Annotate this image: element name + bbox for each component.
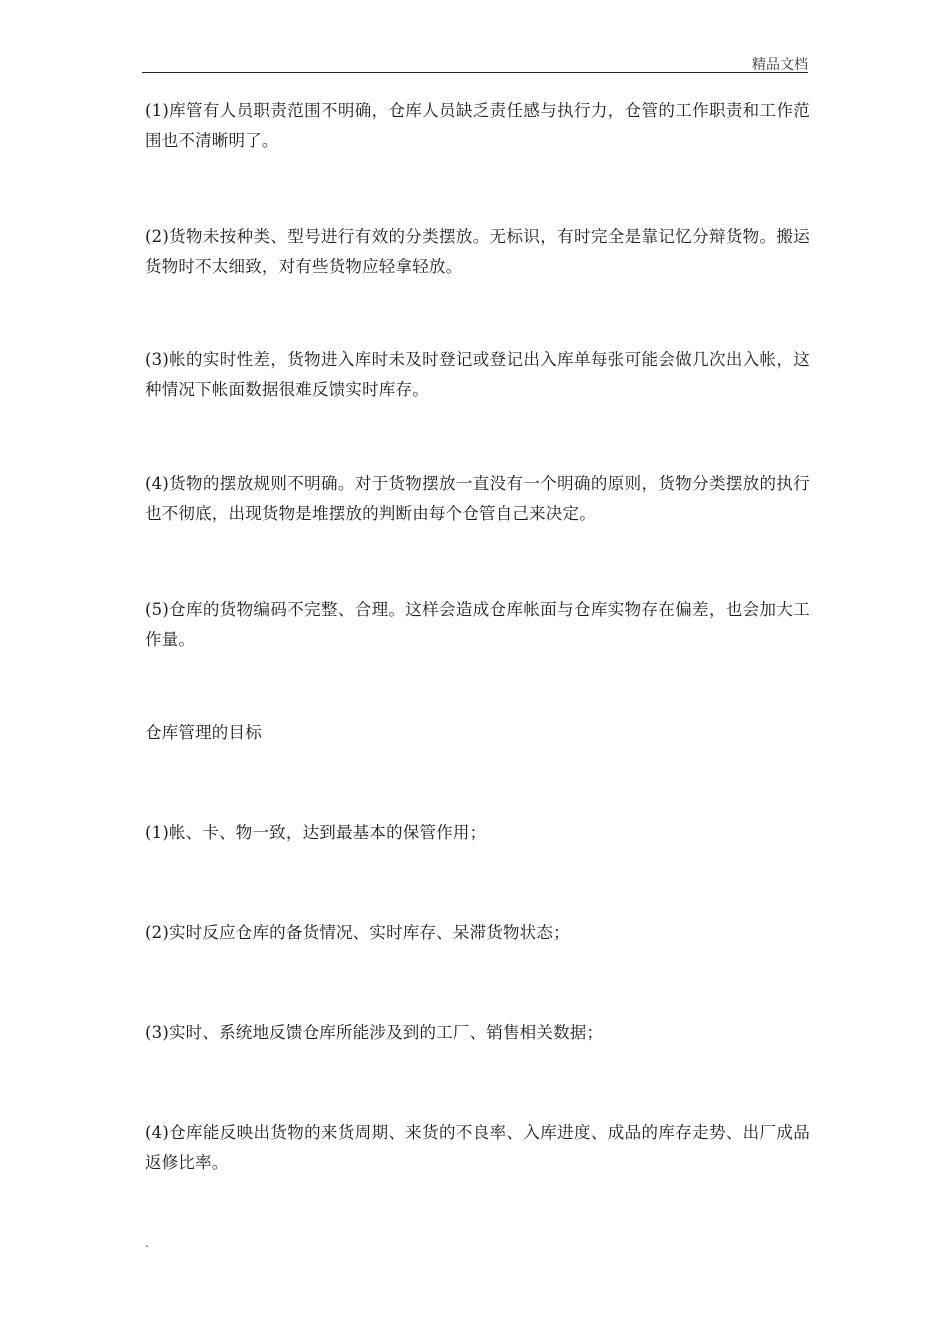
paragraph-goal-2: (2)实时反应仓库的备货情况、实时库存、呆滞货物状态；	[145, 923, 570, 942]
paragraph-goal-3: (3)实时、系统地反馈仓库所能涉及到的工厂、销售相关数据；	[145, 1023, 604, 1042]
paragraph-issue-1: (1)库管有人员职责范围不明确，仓库人员缺乏责任感与执行力，仓管的工作职责和工作范围也不清晰明了。	[145, 101, 810, 150]
header-label: 精品文档	[752, 57, 808, 73]
paragraph-goal-1: (1)帐、卡、物一致，达到最基本的保管作用；	[145, 823, 487, 842]
section-heading-goals: 仓库管理的目标	[145, 723, 262, 742]
paragraph-issue-5: (5)仓库的货物编码不完整、合理。这样会造成仓库帐面与仓库实物存在偏差，也会加大工作量。	[145, 600, 810, 649]
header-divider	[142, 72, 808, 73]
footer-mark: .	[145, 1236, 149, 1250]
paragraph-issue-4: (4)货物的摆放规则不明确。对于货物摆放一直没有一个明确的原则，货物分类摆放的执行也不彻底，出现货物是堆摆放的判断由每个仓管自己来决定。	[145, 474, 810, 523]
paragraph-goal-4: (4)仓库能反映出货物的来货周期、来货的不良率、入库进度、成品的库存走势、出厂成品返修比率。	[145, 1123, 810, 1172]
paragraph-issue-3: (3)帐的实时性差，货物进入库时未及时登记或登记出入库单每张可能会做几次出入帐，这种情况下帐面数据很难反馈实时库存。	[145, 350, 810, 399]
paragraph-issue-2: (2)货物未按种类、型号进行有效的分类摆放。无标识，有时完全是靠记忆分辩货物。搬运货物时不太细致，对有些货物应轻拿轻放。	[145, 227, 810, 276]
